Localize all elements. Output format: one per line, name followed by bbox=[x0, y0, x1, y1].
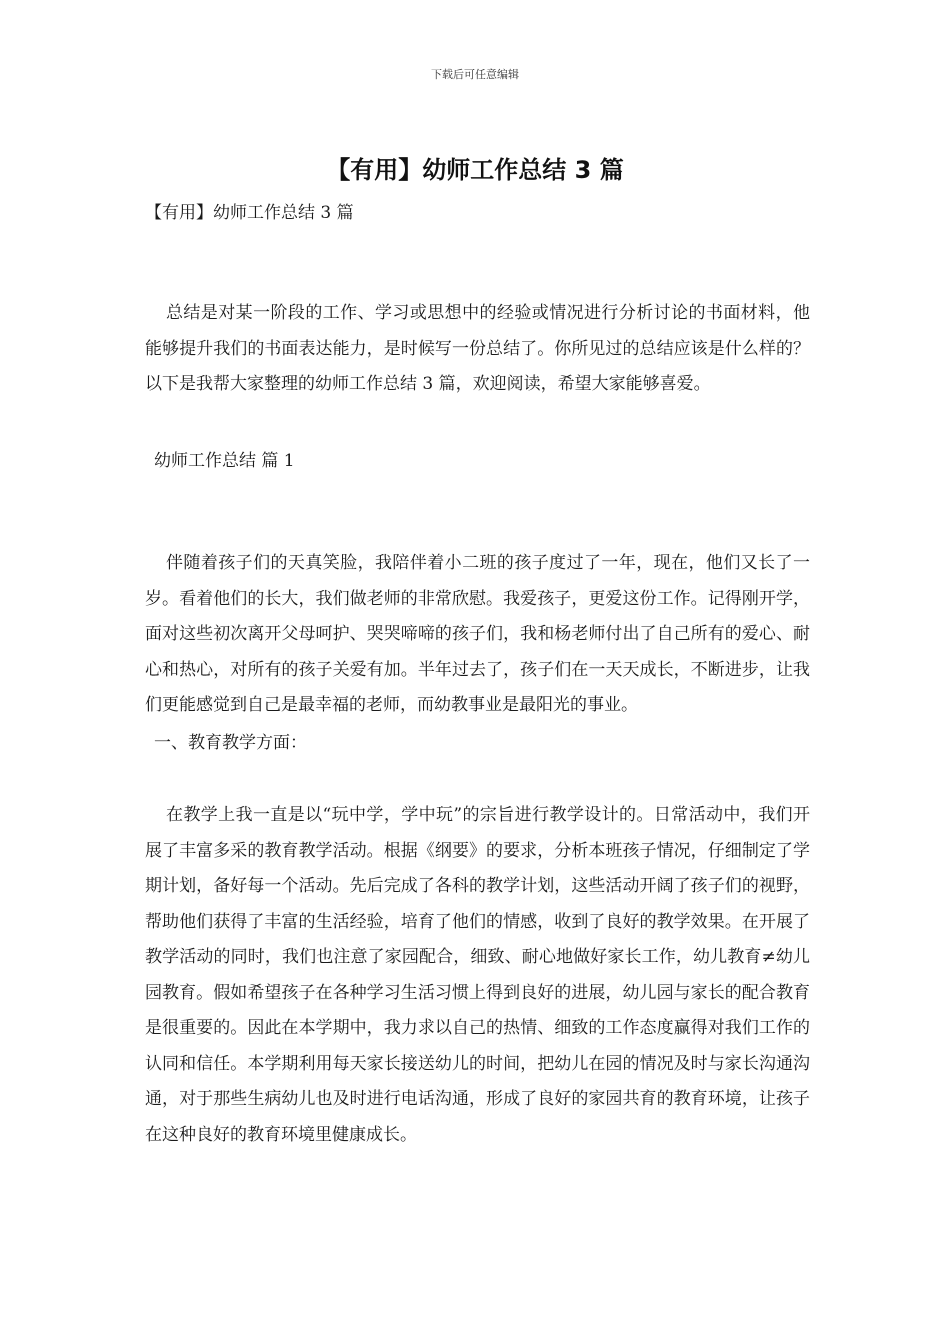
document-subtitle: 【有用】幼师工作总结 3 篇 bbox=[145, 203, 354, 223]
document-title: 【有用】幼师工作总结 3 篇 bbox=[326, 156, 624, 184]
body-paragraph: 伴随着孩子们的天真笑脸，我陪伴着小二班的孩子度过了一年，现在，他们又长了一岁。看着他们的长大，我们做老师的非常欣慰。我爱孩子，更爱这份工作。记得刚开学，面对这些初次离开父母呵护、哭哭啼啼的孩子们，我和杨老师付出了自己所有的爱心、耐心和热心，对所有的孩子关爱有加。半年过去了，孩子们在一天天成长，不断进步，让我们更能感觉到自己是最幸福的老师，而幼教事业是最阳光的事业。 bbox=[145, 553, 810, 715]
page-header-note: 下载后可任意编辑 bbox=[431, 68, 519, 81]
subsection-heading: 一、教育教学方面： bbox=[154, 733, 307, 753]
section-heading: 幼师工作总结 篇 1 bbox=[154, 451, 295, 471]
body-paragraph: 在教学上我一直是以“玩中学，学中玩”的宗旨进行教学设计的。日常活动中，我们开展了丰富多采的教育教学活动。根据《纲要》的要求，分析本班孩子情况，仔细制定了学期计划，备好每一个活动。先后完成了各科的教学计划，这些活动开阔了孩子们的视野，帮助他们获得了丰富的生活经验，培育了他们的情感，收到了良好的教学效果。在开展了教学活动的同时，我们也注意了家园配合，细致、耐心地做好家长工作，幼儿教育≠幼儿园教育。假如希望孩子在各种学习生活习惯上得到良好的进展，幼儿园与家长的配合教育是很重要的。因此在本学期中，我力求以自己的热情、细致的工作态度赢得对我们工作的认同和信任。本学期利用每天家长接送幼儿的时间，把幼儿在园的情况及时与家长沟通沟通，对于那些生病幼儿也及时进行电话沟通，形成了良好的家园共育的教育环境，让孩子在这种良好的教育环境里健康成长。 bbox=[145, 805, 810, 1145]
intro-paragraph: 总结是对某一阶段的工作、学习或思想中的经验或情况进行分析讨论的书面材料，他能够提升我们的书面表达能力，是时候写一份总结了。你所见过的总结应该是什么样的？以下是我帮大家整理的幼师工作总结 3 篇，欢迎阅读，希望大家能够喜爱。 bbox=[145, 303, 810, 394]
